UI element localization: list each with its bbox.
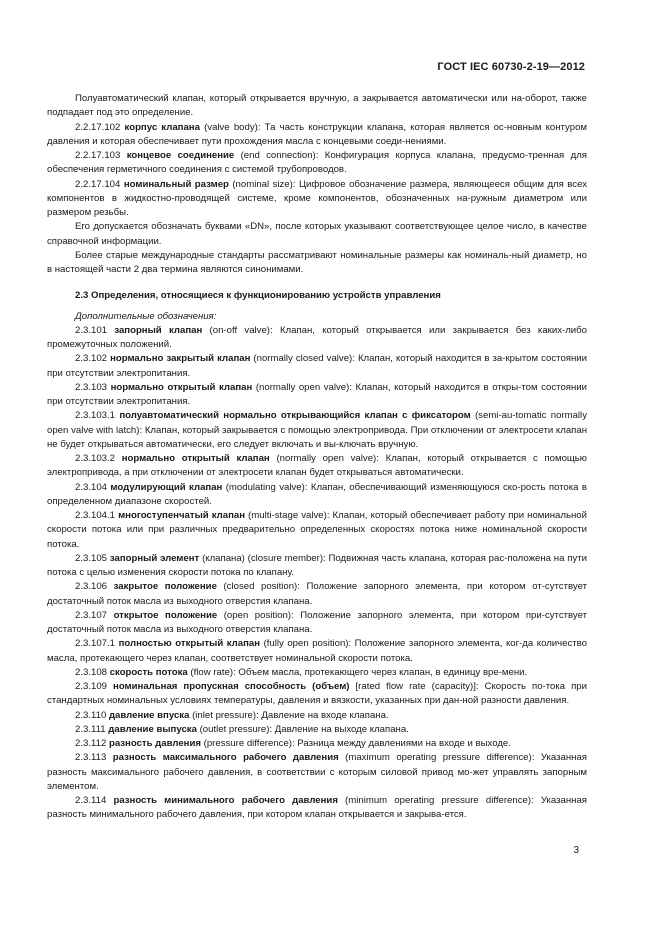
definition-item [47, 509, 587, 552]
clause-number: 2.2.17.104 [75, 178, 121, 190]
term: полуавтоматический нормально открывающийся клапан с фиксатором [119, 410, 471, 422]
note-label: Дополнительные обозначения: [75, 310, 217, 322]
definition-item [47, 352, 587, 381]
paragraph [47, 149, 587, 178]
definition-item [47, 580, 587, 609]
term: закрытое положение [113, 581, 217, 593]
paragraph [47, 121, 587, 150]
definition-item [47, 680, 587, 709]
definition-text: (modulating valve): Клапан, обеспечивающий изменяющуюся ско-рость потока в определенном диапазоне скоростей. [47, 481, 587, 507]
intro-paragraphs [47, 92, 587, 277]
definition-text: (outlet pressure): Давление на выходе клапана. [196, 723, 409, 735]
definition-item [47, 409, 587, 452]
clause-number: 2.3.108 [75, 666, 108, 678]
term: многоступенчатый клапан [118, 510, 245, 521]
definition-text: Более старые международные стандарты рассматривают номинальные размеры как номиналь-ный диаметр, но в настоящей части 2 два термина являются синонимами. [47, 249, 587, 275]
definition-text: (multi-stage valve): Клапан, который обеспечивает работу при номинальной скорости потока или при различных предварительно определенных скоростях потока ниже номинальной скорости потока. [47, 510, 587, 550]
term: нормально закрытый клапан [110, 353, 251, 365]
term: открытое положение [113, 609, 218, 621]
document-body [47, 92, 587, 823]
paragraph [47, 220, 587, 249]
term: давление выпуска [108, 723, 197, 735]
definition-text: (minimum operating pressure difference): Указанная разность минимального рабочего давления, при котором клапан открывается и закрыва-ется. [47, 795, 587, 821]
clause-number: 2.3.101 [75, 324, 108, 336]
definition-text: Его допускается обозначать буквами «DN», после которых указывают соответствующее целое число, в качестве справочной информации. [47, 221, 587, 247]
clause-number: 2.3.111 [75, 723, 106, 735]
definition-item [47, 666, 587, 680]
term: номинальный размер [123, 178, 229, 190]
standard-header: ГОСТ IEC 60730-2-19—2012 [437, 61, 585, 73]
definition-text: (on-off valve): Клапан, который открывается или закрывается без каких-либо промежуточных положений. [47, 324, 587, 350]
term: модулирующий клапан [110, 481, 223, 493]
definition-item [47, 723, 587, 737]
definition-text: Полуавтоматический клапан, который открывается вручную, а закрывается автоматически или на-оборот, также подпадает под это определение. [47, 93, 587, 119]
clause-number: 2.2.17.103 [75, 150, 121, 161]
definition-item [47, 481, 587, 510]
paragraph [47, 178, 587, 221]
definition-text: (end connection): Конфигурация корпуса клапана, предусмо-тренная для обеспечения герметичного соединения с системой трубопроводов. [47, 150, 587, 176]
definition-text: (flow rate): Объем масла, протекающего через клапан, в единицу вре-мени. [187, 666, 528, 678]
definition-text: (fully open position): Положение запорного элемента, ког-да количество масла, протекающего через клапан, соответствует номинальной скорости потока. [47, 638, 588, 664]
paragraph [47, 92, 587, 121]
section-title: 2.3 Определения, относящиеся к функционированию устройств управления [75, 290, 441, 302]
definition-item [47, 324, 587, 353]
definition-text: (open position): Положение запорного элемента, при котором при-сутствует достаточный поток масла из выходного отверстия клапана. [47, 609, 587, 635]
definition-item [47, 552, 587, 581]
clause-number: 2.2.17.102 [75, 121, 121, 133]
clause-number: 2.3.112 [75, 738, 107, 749]
paragraph [47, 249, 587, 278]
clause-number: 2.3.105 [75, 552, 108, 564]
term: скорость потока [109, 666, 188, 678]
term: нормально открытый клапан [110, 381, 253, 393]
definition-item [47, 381, 587, 410]
clause-number: 2.3.109 [75, 681, 108, 692]
definition-item [47, 751, 587, 794]
clause-number: 2.3.104.1 [75, 510, 116, 521]
definition-text: [rated flow rate (capacity)]: Скорость по-тока при стандартных номинальных условиях температуры, давления и вязкости, указанных при дан-ной разности давления. [47, 681, 588, 707]
term: разность давления [108, 738, 201, 749]
term: разность минимального рабочего давления [113, 795, 338, 806]
clause-number: 2.3.103.1 [75, 410, 116, 422]
definition-text: (closed position): Положение запорного элемента, при котором от-сутствует достаточный поток масла из выходного отверстия клапана. [47, 581, 587, 607]
definition-text: (maximum operating pressure difference): Указанная разность максимального рабочего давления, в соответствии с которым силовой привод мо-жет управлять запорным элементом. [47, 752, 587, 792]
clause-number: 2.3.106 [75, 581, 108, 593]
definitions-list [47, 324, 587, 823]
definition-item [47, 794, 587, 823]
term: нормально открытый клапан [121, 453, 270, 464]
definition-item [47, 709, 587, 723]
clause-number: 2.3.107.1 [75, 638, 116, 650]
definition-item [47, 452, 587, 481]
term: полностью открытый клапан [118, 638, 261, 650]
clause-number: 2.3.113 [75, 752, 107, 764]
clause-number: 2.3.104 [75, 481, 108, 493]
definition-text: (normally open valve): Клапан, который находится в откры-том состоянии при отсутствии электропитания. [47, 381, 587, 407]
definition-text: (valve body): Та часть конструкции клапана, которая является ос-новным контуром давления и которая обеспечивает пути прохождения масла с концевыми соеди-нениями. [47, 121, 587, 147]
definition-text: (semi-au-tomatic normally open valve with latch): Клапан, который закрывается с помощью электропривода. При отключении от электросети клапан не будет открываться автоматически, его следует включать и вы-ключать вручную. [47, 410, 587, 450]
clause-number: 2.3.103 [75, 381, 108, 393]
definition-text: (pressure difference): Разница между давлениями на входе и выходе. [200, 738, 511, 749]
definition-item [47, 609, 587, 638]
definition-item [47, 637, 587, 666]
definition-text: (nominal size): Цифровое обозначение размера, являющееся общим для всех компонентов в жидкостно-проводящей системе, кроме компонентов, обозначенных на-ружным диаметром или размером резьбы. [47, 178, 587, 218]
term: концевое соединение [126, 150, 235, 161]
clause-number: 2.3.114 [75, 795, 107, 806]
definition-text: (normally closed valve): Клапан, который находится в за-крытом состоянии при отсутствии электропитания. [47, 353, 587, 379]
definition-text: (клапана) (closure member): Подвижная часть клапана, которая рас-положена на пути потока с целью изменения скорости потока по клапану. [47, 552, 587, 578]
term: разность максимального рабочего давления [112, 752, 339, 764]
term: запорный клапан [114, 324, 203, 336]
clause-number: 2.3.103.2 [75, 453, 116, 464]
clause-number: 2.3.107 [75, 609, 108, 621]
term: номинальная пропускная способность (объем) [113, 681, 350, 692]
page-number: 3 [573, 845, 579, 856]
term: корпус клапана [124, 121, 200, 133]
definition-text: (normally open valve): Клапан, который открывается с помощью электропривода, а при отключении от электросети клапан будет открываться автоматически. [47, 453, 587, 479]
term: давление впуска [108, 709, 190, 721]
term: запорный элемент [109, 552, 200, 564]
definition-text: (inlet pressure): Давление на входе клапана. [189, 709, 389, 721]
clause-number: 2.3.110 [75, 709, 107, 721]
definition-item [47, 737, 587, 751]
clause-number: 2.3.102 [75, 353, 108, 365]
